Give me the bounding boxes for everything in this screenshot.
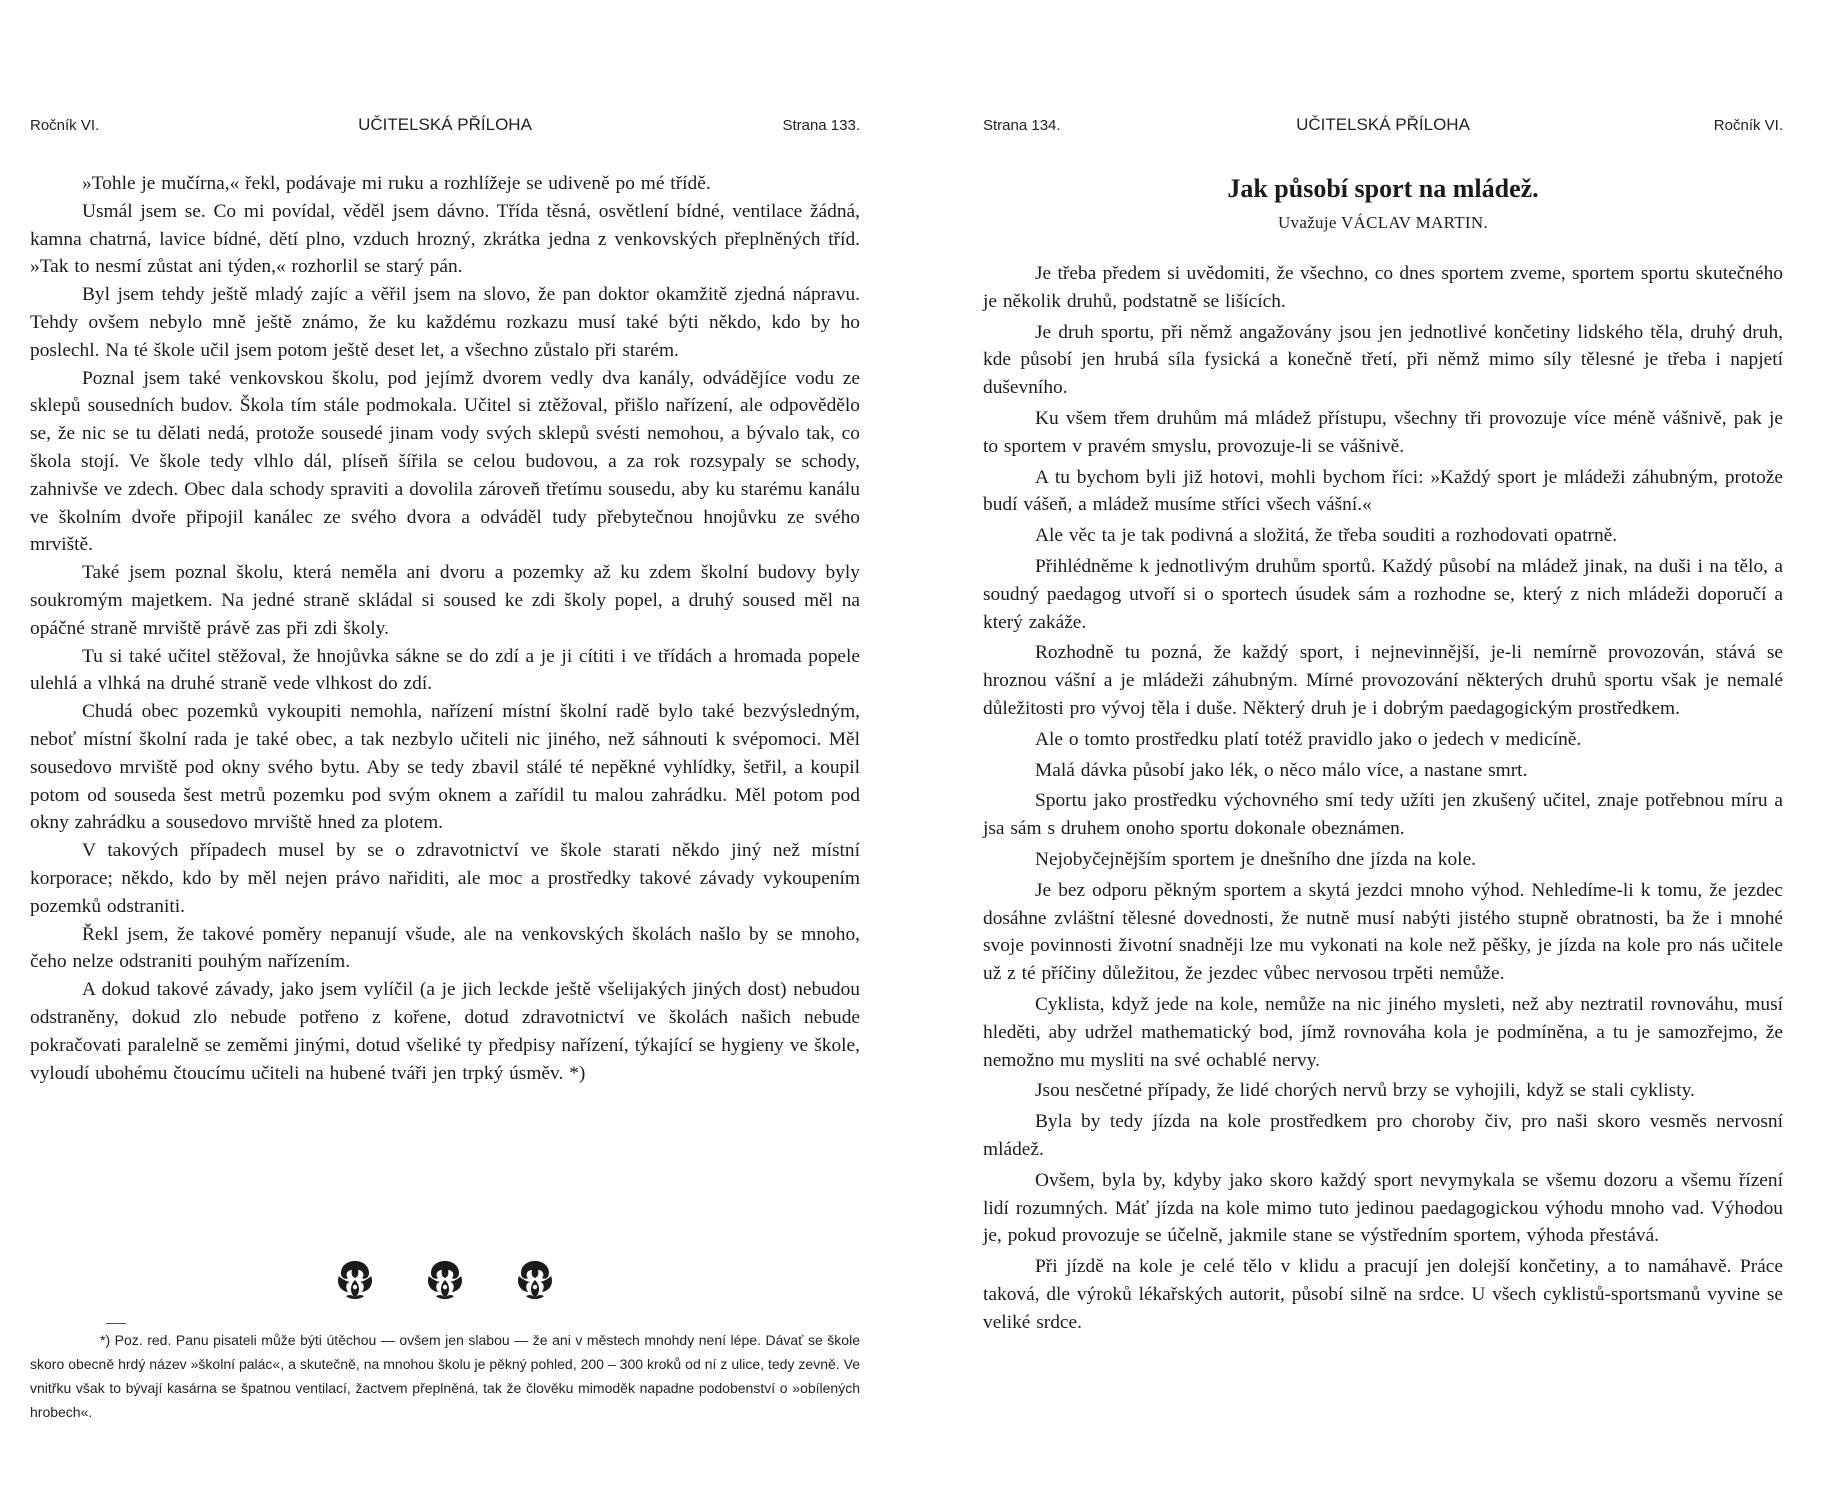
article-byline: Uvažuje VÁCLAV MARTIN. <box>1277 213 1489 232</box>
floral-ornament-icon <box>422 1256 468 1302</box>
footnote: *) Poz. red. Panu pisateli může býti útěchou — ovšem jen slabou — že ani v městech mnohdy není lépe. Dávať se škole skoro obecně hrdý název »školní palác«, a skutečně, na mnohou školu je pěkný pohled, 200 – 300 kroků od ní z ulice, tedy zevně. Ve vnitřku však to bývají kasárna se špatnou ventilací, žactvem přeplněná, tak že člověku mimoděk napadne podobenství o »obílených hrobech«. <box>30 1332 860 1420</box>
volume-label: Ročník VI. <box>30 117 100 134</box>
paragraph: Byl jsem tehdy ještě mladý zajíc a věřil jsem na slovo, že pan doktor okamžitě zjedná nápravu. Tehdy ovšem nebylo mně ještě známo, že ku každému rozkazu musí také býti někdo, kdo by ho poslechl. Na té škole učil jsem potom ještě deset let, a všechno zůstalo při starém. <box>30 284 860 361</box>
floral-ornament-icon <box>512 1256 558 1302</box>
left-body-text <box>30 170 860 1087</box>
paragraph: Je druh sportu, při němž angažovány jsou jen jednotlivé končetiny lidského těla, druhý druh, kde působí jen hrubá síla fysická a konečně třetí, při němž mimo síly tělesné je třeba i napjetí duševního. <box>983 321 1783 399</box>
paragraph: Byla by tedy jízda na kole prostředkem pro choroby čiv, pro naši skoro vesměs nervosní mládež. <box>983 1111 1783 1160</box>
right-running-head <box>983 115 1783 139</box>
ornament-row <box>30 1256 860 1302</box>
journal-title: UČITELSKÁ PŘÍLOHA <box>358 115 532 134</box>
paragraph: Řekl jsem, že takové poměry nepanují všude, ale na venkovských školách našlo by se mnoho, čeho nelze odstraniti pouhým nařízením. <box>30 923 860 973</box>
paragraph: Při jízdě na kole je celé tělo v klidu a pracují jen dolejší končetiny, a to namáhavě. Práce taková, dle výroků lékařských autorit, působí silně na srdce. U všech cyklistů-sportsmanů vyvine se veliké srdce. <box>983 1256 1783 1333</box>
paragraph: »Tohle je mučírna,« řekl, podávaje mi ruku a rozhlížeje se udiveně po mé třídě. <box>82 173 711 194</box>
right-page <box>983 0 1783 1500</box>
paragraph: A tu bychom byli již hotovi, mohli bychom říci: »Každý sport je mládeži záhubným, protože budí vášeň, a mládež musíme stříci všech vášní.« <box>983 466 1783 516</box>
paragraph: Ale věc ta je tak podivná a složitá, že třeba souditi a rozhodovati opatrně. <box>1035 525 1618 547</box>
page-number: Strana 133. <box>782 117 860 134</box>
article-title: Jak působí sport na mládež. <box>1227 174 1539 203</box>
volume-label: Ročník VI. <box>1713 117 1783 134</box>
paragraph: Sportu jako prostředku výchovného smí tedy užíti jen zkušený učitel, znaje potřebnou míru a jsa sám s druhem onoho sportu dokonale obeznámen. <box>983 790 1783 840</box>
paragraph: Malá dávka působí jako lék, o něco málo více, a nastane smrt. <box>1035 759 1528 781</box>
footnote-rule <box>106 1323 126 1324</box>
paragraph: Ale o tomto prostředku platí totéž pravidlo jako o jedech v medicíně. <box>1035 728 1582 750</box>
right-body-text <box>983 170 1783 1339</box>
left-page <box>30 0 860 1500</box>
paragraph: Rozhodně tu pozná, že každý sport, i nejnevinnější, je-li nemírně provozován, stává se hroznou vášní a je mládeži záhubným. Mírné provozování některých druhů sportu však je nemalé důležitosti pro vývoj těla i duše. Některý druh je i dobrým paedagogickým prostředkem. <box>983 642 1783 719</box>
floral-ornament-icon <box>332 1256 378 1302</box>
paragraph: Také jsem poznal školu, která neměla ani dvoru a pozemky až ku zdem školní budovy byly soukromým majetkem. Na jedné straně skládal si soused ke zdi školy popel, a druhý soused měl na opáčné straně mrviště právě zas při zdi školy. <box>30 562 860 639</box>
paragraph: Přihlédněme k jednotlivým druhům sportů. Každý působí na mládež jinak, na duši i na tělo, a soudný paedagog utvoří si o sportech úsudek sám a rozhodne se, který z nich mládeži doporučí a který zakáže. <box>983 555 1783 633</box>
paragraph: Poznal jsem také venkovskou školu, pod jejímž dvorem vedly dva kanály, odvádějíce vodu ze sklepů sousedních budov. Škola tím stále podmokala. Učitel si ztěžoval, přišlo nařízení, ale odpovědělo se, že nic se tu dělati nedá, protože sousedé jinam vody svých sklepů svésti nemohou, a bývalo tak, co škola stojí. Ve škole tedy vlhlo dál, plíseň šířila se celou budovou, a za rok rozsypaly se schody, zahnivše ve zdech. Obec dala schody spraviti a dovolila zároveň třetímu sousedu, aby ku starému kanálu ve školním dvoře připojil kanálec ze svého dvora a odváděl tudy přebytečnou hnojůvku ze svého mrviště. <box>30 367 860 556</box>
paragraph: Chudá obec pozemků vykoupiti nemohla, nařízení místní školní radě bylo také bezvýsledným, neboť místní školní rada je také obec, a tak nezbylo učiteli nic jiného, než sáhnouti k svépomoci. Měl sousedovo mrviště pod okny svého bytu. Aby se tedy zbavil stálé té nepěkné vyhlídky, šetřil, a koupil potom od souseda šest metrů pozemku pod svým oknem a zařídil tu malou zahrádku. Měl potom pod okny zahrádku a sousedovo mrviště hned za plotem. <box>30 701 860 834</box>
paragraph: Nejobyčejnějším sportem je dnešního dne jízda na kole. <box>1035 848 1477 870</box>
paragraph: Tu si také učitel stěžoval, že hnojůvka sákne se do zdí a je ji cítiti i ve třídách a hromada popele ulehlá a vlhká na druhé straně vede vlhkost do zdí. <box>30 645 860 695</box>
paragraph: Usmál jsem se. Co mi povídal, věděl jsem dávno. Třída těsná, osvětlení bídné, ventilace žádná, kamna chatrná, lavice bídné, dětí plno, vzduch hrozný, zkrátka jedna z venkovských přeplněných tříd. »Tak to nesmí zůstat ani týden,« rozhorlil se starý pán. <box>30 200 860 278</box>
paragraph: Cyklista, když jede na kole, nemůže na nic jiného mysleti, než aby neztratil rovnováhu, musí hleděti, aby udržel mathematický bod, jímž rovnováha kola je podmíněna, a tu je samozřejmo, že nemožno mu mysliti na své ochablé nervy. <box>983 993 1783 1071</box>
journal-title: UČITELSKÁ PŘÍLOHA <box>1296 115 1470 134</box>
paragraph: Je bez odporu pěkným sportem a skytá jezdci mnoho výhod. Nehledíme-li k tomu, že jezdec dosáhne zvláštní tělesné dovednosti, že nutně musí nabýti jistého stupně obratnosti, ba že i mnohé svoje povinnosti životní snadněji lze mu vykonati na kole než pěšky, je jízda na kole pro nás učitele už z té příčiny důležitou, že jezdec vůbec nervosou trpěti nemůže. <box>983 879 1783 985</box>
paragraph: Je třeba předem si uvědomiti, že všechno, co dnes sportem zveme, sportem sportu skutečného je několik druhů, podstatně se lišících. <box>983 263 1783 312</box>
left-running-head <box>30 115 860 139</box>
paragraph: V takových případech musel by se o zdravotnictví ve škole starati někdo jiný než místní korporace; někdo, kdo by měl nejen právo nařiditi, ale moc a prostředky takové závady vykoupením pozemků odstraniti. <box>30 840 860 917</box>
paragraph: Jsou nesčetné případy, že lidé chorých nervů brzy se vyhojili, když se stali cyklisty. <box>1035 1080 1695 1102</box>
paragraph: Ovšem, byla by, kdyby jako skoro každý sport nevymykala se všemu dozoru a všemu řízení lidí rozumných. Máť jízda na kole mimo tuto jedinou paedagogickou výhodu mnoho vad. Výhodou je, pokud provozuje se účelně, jakmile stane se výstředním sportem, výhoda přestává. <box>983 1169 1783 1247</box>
page-number: Strana 134. <box>983 117 1061 134</box>
paragraph: A dokud takové závady, jako jsem vylíčil (a je jich leckde ještě všelijakých jiných dost) nebudou odstraněny, dokud zlo nebude potřeno z kořene, dotud zdravotnictví ve školách našich nebude pokračovati paralelně se zeměmi jinými, dotud všeliké ty předpisy nařízení, týkající se hygieny ve škole, vyloudí ubohému čtoucímu učiteli na hubené tváři jen trpký úsměv. *) <box>30 979 860 1084</box>
paragraph: Ku všem třem druhům má mládež přístupu, všechny tři provozuje více méně vášnivě, pak je to sportem v pravém smyslu, provozuje-li se vášnivě. <box>983 407 1783 457</box>
